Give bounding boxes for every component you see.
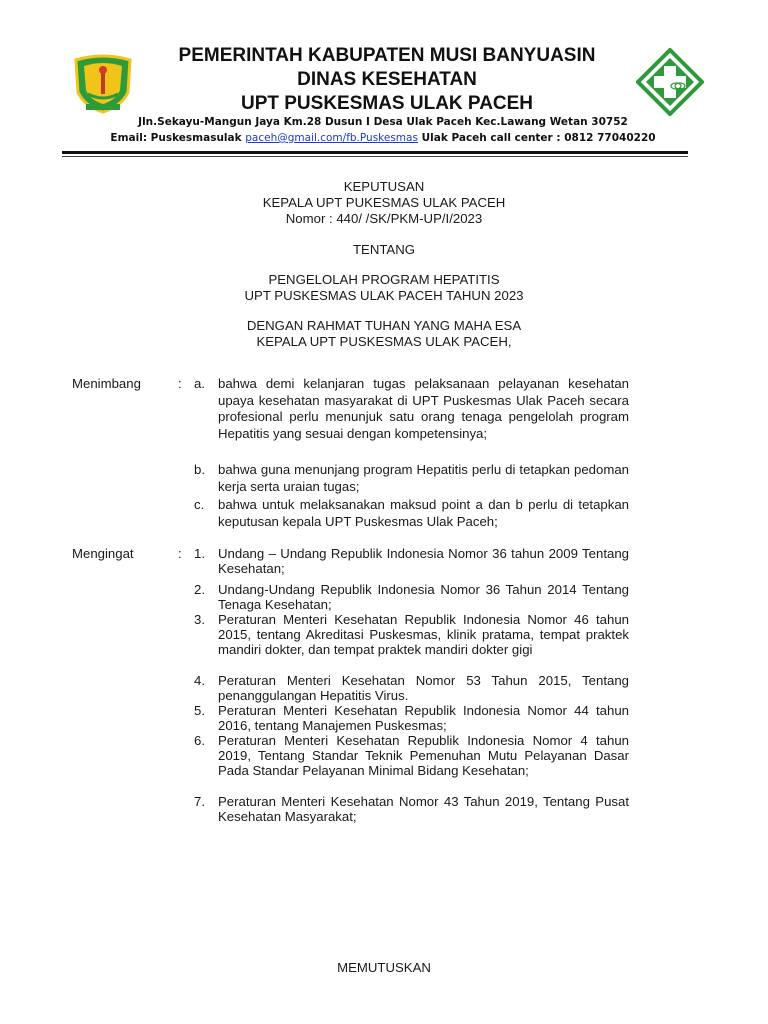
tentang-heading: TENTANG: [352, 242, 416, 257]
email-prefix: Email: Puskesmasulak: [110, 132, 246, 144]
mengingat-item-7: Peraturan Menteri Kesehatan Nomor 43 Tahun 2019, Tentang Pusat Kesehatan Masyarakat;: [218, 794, 629, 824]
department-title: DINAS KESEHATAN: [297, 69, 477, 90]
address-line: Jln.Sekayu-Mangun Jaya Km.28 Dusun I Desa Ulak Paceh Kec.Lawang Wetan 30752: [138, 116, 628, 128]
mengingat-colon: :: [178, 546, 182, 561]
list-item-marker: 3.: [194, 612, 205, 627]
mengingat-item-1: Undang – Undang Republik Indonesia Nomor 36 tahun 2009 Tentang Kesehatan;: [218, 546, 629, 576]
kepala-line-2: KEPALA UPT PUSKESMAS ULAK PACEH,: [256, 334, 512, 349]
nomor-line: Nomor : 440/ /SK/PKM-UP/I/2023: [285, 211, 483, 226]
list-item-marker: a.: [194, 376, 205, 391]
email-link[interactable]: paceh@gmail.com/fb.Puskesmas: [245, 132, 418, 144]
mengingat-item-2: Undang-Undang Republik Indonesia Nomor 36 Tahun 2014 Tentang Tenaga Kesehatan;: [218, 582, 629, 612]
menimbang-item-c: bahwa untuk melaksanakan maksud point a dan b perlu di tetapkan keputusan kepala UPT Puskesmas Ulak Paceh;: [218, 497, 629, 529]
contact-suffix: Ulak Paceh call center : 0812 77040220: [417, 132, 656, 144]
list-item-marker: 5.: [194, 703, 205, 718]
kepala-heading: KEPALA UPT PUKESMAS ULAK PACEH: [262, 195, 506, 210]
mengingat-label: Mengingat: [72, 546, 134, 561]
menimbang-item-a: bahwa demi kelanjaran tugas pelaksanaan pelayanan kesehatan upaya kesehatan masyarakat di UPT Puskesmas Ulak Paceh secara profesional perlu menunjuk satu orang tenaga pengelolah program Hepatitis yang sesuai dengan kompetensinya;: [218, 376, 629, 441]
list-item-marker: 2.: [194, 582, 205, 597]
list-item-marker: c.: [194, 497, 205, 512]
header-divider: [62, 151, 688, 154]
memutuskan-heading: MEMUTUSKAN: [337, 960, 431, 975]
address-block: [70, 114, 696, 146]
rahmat-line: DENGAN RAHMAT TUHAN YANG MAHA ESA: [246, 318, 522, 333]
list-item-marker: 6.: [194, 733, 205, 748]
menimbang-colon: :: [178, 376, 182, 391]
menimbang-label: Menimbang: [72, 376, 141, 391]
menimbang-item-b: bahwa guna menunjang program Hepatitis perlu di tetapkan pedoman kerja serta uraian tugas;: [218, 462, 629, 494]
mengingat-item-4: Peraturan Menteri Kesehatan Nomor 53 Tahun 2015, Tentang penanggulangan Hepatitis Virus.: [218, 673, 629, 703]
list-item-marker: b.: [194, 462, 205, 477]
subject-line-1: PENGELOLAH PROGRAM HEPATITIS: [268, 272, 500, 287]
list-item-marker: 1.: [194, 546, 205, 561]
subject-line-2: UPT PUSKESMAS ULAK PACEH TAHUN 2023: [244, 288, 524, 303]
list-item-marker: 7.: [194, 794, 205, 809]
letterhead: [140, 44, 634, 116]
contact-line: [70, 130, 696, 146]
header-divider-thin: [62, 156, 688, 157]
regency-emblem-logo: [72, 54, 134, 114]
mengingat-item-3: Peraturan Menteri Kesehatan Republik Indonesia Nomor 46 tahun 2015, tentang Akreditasi Puskesmas, klinik pratama, tempat praktek mandiri dokter, dan tempat praktek mandiri dokter gigi: [218, 612, 629, 657]
mengingat-item-6: Peraturan Menteri Kesehatan Republik Indonesia Nomor 4 tahun 2019, Tentang Standar Teknik Pemenuhan Mutu Pelayanan Dasar Pada Standar Pelayanan Minimal Bidang Kesehatan;: [218, 733, 629, 778]
mengingat-item-5: Peraturan Menteri Kesehatan Republik Indonesia Nomor 44 tahun 2016, tentang Manajemen Puskesmas;: [218, 703, 629, 733]
list-item-marker: 4.: [194, 673, 205, 688]
keputusan-heading: KEPUTUSAN: [343, 179, 425, 194]
puskesmas-logo: [636, 48, 704, 116]
government-title: PEMERINTAH KABUPATEN MUSI BANYUASIN: [178, 45, 596, 66]
puskesmas-title: UPT PUSKESMAS ULAK PACEH: [240, 93, 534, 114]
